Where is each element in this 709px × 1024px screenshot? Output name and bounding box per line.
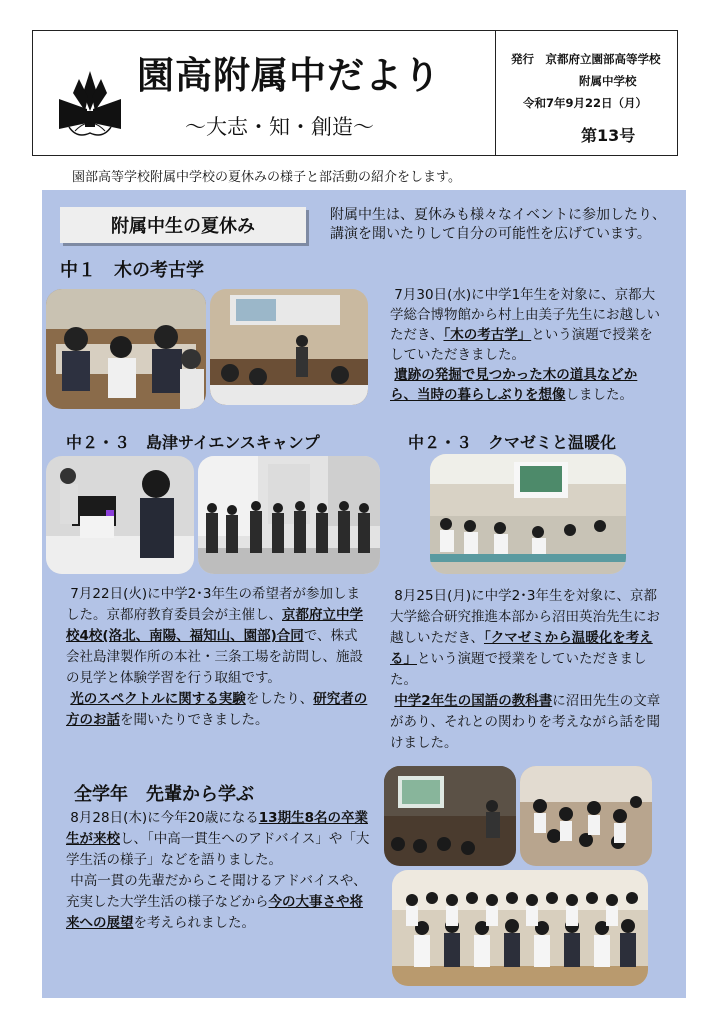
wood-text-1-end: という演題で授業をしていただきました。 bbox=[390, 327, 653, 363]
alumni-text-2: 中高一貫の先輩だからこそ聞けるアドバイスや、充実した大学生活の様子などから bbox=[66, 873, 367, 910]
wood-text-1: 7月30日(水)に中学1年生を対象に、京都大学総合博物館から村上由美子先生にお越しいただき、 bbox=[390, 287, 660, 343]
page-title: 園高附属中だより bbox=[137, 54, 441, 97]
wood-text-2-end: しました。 bbox=[565, 387, 633, 403]
alumni-text-1: 8月28日(木)に今年20歳になる bbox=[70, 810, 259, 826]
newsletter-header bbox=[32, 30, 678, 156]
cicada-text-1-end: という演題で授業をしていただきました。 bbox=[390, 651, 647, 688]
wood-text-2-underline: 遺跡の発掘で見つかった木の道具などから、当時の暮らしぶりを想像 bbox=[390, 367, 638, 403]
photo-science-group bbox=[198, 456, 380, 574]
publisher-line-1: 発行 京都府立園部高等学校 bbox=[511, 52, 661, 66]
science-heading: 中２・３ 島津サイエンスキャンプ bbox=[66, 433, 320, 452]
cicada-text-1: 8月25日(月)に中学2･3年生を対象に、京都大学総合研究推進本部から沼田英治先生にお越しいただき、 bbox=[390, 588, 660, 646]
alumni-text-1-end: し、「中高一貫生へのアドバイス」や「大学生活の様子」などを語りました。 bbox=[66, 831, 370, 868]
header-divider bbox=[495, 31, 496, 155]
page-subtitle: ～大志・知・創造～ bbox=[185, 115, 374, 139]
summer-intro: 附属中生は、夏休みも様々なイベントに参加したり、講演を聞いたりして自分の可能性を広げています。 bbox=[330, 207, 666, 242]
science-text-2-end: を聞いたりできました。 bbox=[120, 712, 269, 728]
photo-science-experiment bbox=[46, 456, 194, 574]
science-text-2-mid: をしたり、 bbox=[245, 691, 314, 707]
science-text-1-underline: 京都府立中学校4校(洛北、南陽、福知山、園部)合同 bbox=[66, 607, 363, 644]
school-emblem-icon bbox=[57, 69, 123, 139]
photo-alumni-group bbox=[392, 870, 648, 986]
photo-cicada-lecture bbox=[430, 454, 626, 574]
intro-text: 園部高等学校附属中学校の夏休みの様子と部活動の紹介をします。 bbox=[72, 170, 461, 185]
alumni-text-2-end: を考えられました。 bbox=[133, 915, 255, 931]
science-text-1: 7月22日(火)に中学2･3年生の希望者が参加しました。京都府教育委員会が主催し、 bbox=[66, 586, 361, 623]
science-text-2-underline-1: 光のスペクトルに関する実験 bbox=[70, 691, 246, 707]
section-banner: 附属中生の夏休み bbox=[60, 207, 306, 243]
cicada-paragraph bbox=[390, 586, 668, 754]
science-text-1-end: で、株式会社島津製作所の本社・三条工場を訪問し、施設の見学と体験学習を行う取組です。 bbox=[66, 628, 363, 686]
wood-heading: 中１ 木の考古学 bbox=[60, 260, 204, 281]
photo-alumni-discussion bbox=[520, 766, 652, 866]
wood-text-1-underline: 「木の考古学」 bbox=[443, 327, 532, 343]
publisher-line-2: 附属中学校 bbox=[579, 74, 637, 88]
alumni-paragraph bbox=[66, 808, 370, 934]
issue-date: 令和7年9月22日（月） bbox=[523, 96, 648, 110]
cicada-text-2-underline: 中学2年生の国語の教科書 bbox=[394, 693, 553, 709]
cicada-text-1-underline: 「クマゼミから温暖化を考える」 bbox=[390, 630, 653, 667]
science-text-2-underline-2: 研究者の方のお話 bbox=[66, 691, 368, 728]
science-paragraph bbox=[66, 584, 370, 731]
issue-number: 第13号 bbox=[581, 126, 636, 145]
alumni-heading: 全学年 先輩から学ぶ bbox=[74, 784, 254, 805]
wood-paragraph bbox=[390, 285, 664, 405]
cicada-text-2-end: に沼田先生の文章があり、それとの関わりを考えながら話を聞けました。 bbox=[390, 693, 661, 751]
cicada-heading: 中２・３ クマゼミと温暖化 bbox=[408, 433, 617, 452]
photo-wood-classroom bbox=[46, 289, 206, 409]
alumni-text-2-underline: 今の大事さや将来への展望 bbox=[66, 894, 363, 931]
alumni-text-1-underline: 13期生8名の卒業生が来校 bbox=[66, 810, 368, 847]
photo-wood-lecture bbox=[210, 289, 368, 405]
photo-alumni-presentation bbox=[384, 766, 516, 866]
